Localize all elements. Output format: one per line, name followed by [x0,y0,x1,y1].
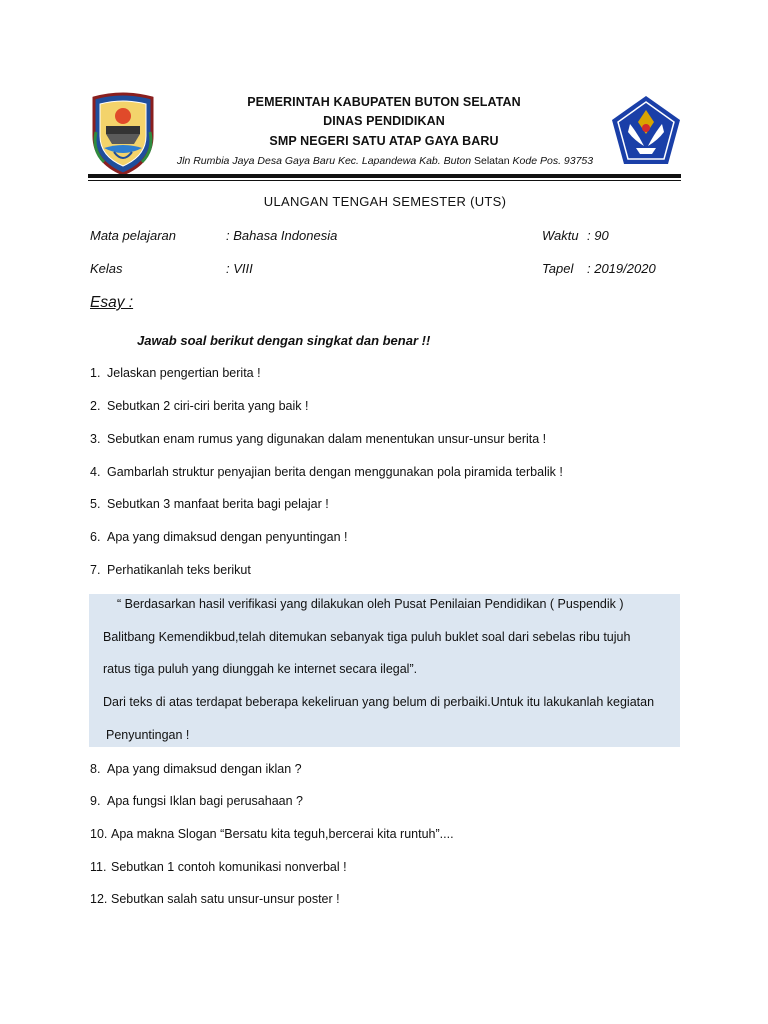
header-rule-thin [88,180,681,181]
subject-label: Mata pelajaran [90,228,176,243]
quote-line: Balitbang Kemendikbud,telah ditemukan sebanyak tiga puluh buklet soal dari sebelas ribu tujuh [103,630,631,644]
question-item: 7. Perhatikanlah teks berikut [90,563,251,577]
quote-line: Penyuntingan ! [106,728,190,742]
question-item: 5. Sebutkan 3 manfaat berita bagi pelajar ! [90,497,329,511]
question-item: 12. Sebutkan salah satu unsur-unsur poster ! [90,892,340,906]
question-item: 4. Gambarlah struktur penyajian berita dengan menggunakan pola piramida terbalik ! [90,465,563,479]
address-italic: Jln Rumbia Jaya Desa Gaya Baru Kec. Lapandewa Kab. Buton [176,155,472,167]
school-address [150,155,620,167]
question-item: 11. Sebutkan 1 contoh komunikasi nonverbal ! [90,860,347,874]
government-heading: PEMERINTAH KABUPATEN BUTON SELATAN [247,95,521,109]
department-heading: DINAS PENDIDIKAN [323,114,445,128]
time-label: Waktu [542,228,579,243]
instruction: Jawab soal berikut dengan singkat dan benar !! [137,333,431,348]
question-item: 2. Sebutkan 2 ciri-ciri berita yang baik ! [90,399,309,413]
question-item: 1. Jelaskan pengertian berita ! [90,366,261,380]
tut-wuri-handayani-logo-icon [610,94,682,168]
question-item: 8. Apa yang dimaksud dengan iklan ? [90,762,302,776]
exam-title: ULANGAN TENGAH SEMESTER (UTS) [263,194,507,209]
address-postcode: Kode Pos. 93753 [512,155,594,167]
section-title: Esay : [90,294,134,311]
question-item: 6. Apa yang dimaksud dengan penyuntingan ! [90,530,348,544]
address-plain: Selatan [473,155,510,167]
question-item: 3. Sebutkan enam rumus yang digunakan dalam menentukan unsur-unsur berita ! [90,432,547,446]
quote-line: Dari teks di atas terdapat beberapa kekeliruan yang belum di perbaiki.Untuk itu lakukanlah kegiatan [103,695,655,709]
header-rule-thick [88,174,681,178]
class-value: : VIII [226,261,253,276]
year-label: Tapel [542,261,574,276]
year-value: : 2019/2020 [587,261,656,276]
time-value: : 90 [587,228,609,243]
quote-line: ratus tiga puluh yang diunggah ke internet secara ilegal”. [103,662,418,676]
question-item: 9. Apa fungsi Iklan bagi perusahaan ? [90,794,303,808]
quote-line: “ Berdasarkan hasil verifikasi yang dilakukan oleh Pusat Penilaian Pendidikan ( Puspendik ) [117,597,624,611]
kabupaten-emblem-icon [90,92,156,176]
class-label: Kelas [90,261,123,276]
question-item: 10. Apa makna Slogan “Bersatu kita teguh,bercerai kita runtuh”.... [90,827,454,841]
subject-value: : Bahasa Indonesia [226,228,338,243]
school-heading: SMP NEGERI SATU ATAP GAYA BARU [269,134,499,148]
